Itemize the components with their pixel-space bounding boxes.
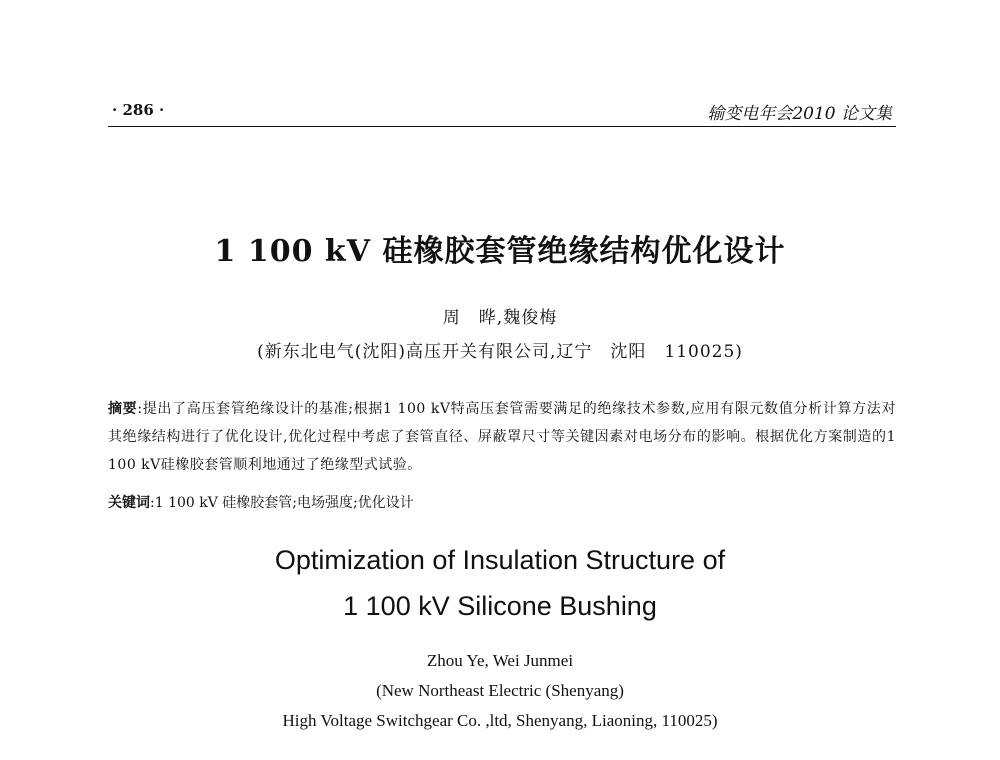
paper-title-en-line2: 1 100 kV Silicone Bushing [343,591,657,621]
journal-title: 输变电年会2010 论文集 [707,104,892,124]
keywords-cn [108,489,414,517]
header-rule [108,126,896,127]
abstract-label: 摘要 [108,401,138,417]
authors-cn: 周 晔,魏俊梅 [442,308,558,328]
abstract-cn [108,395,896,479]
authors-en: Zhou Ye, Wei Junmei [426,651,574,670]
paper-title-en [0,537,1000,629]
page-number: · 286 · [112,101,165,119]
paper-title-en-line1: Optimization of Insulation Structure of [274,545,726,575]
keywords-text: :1 100 kV 硅橡胶套管;电场强度;优化设计 [150,495,414,511]
abstract-text: :提出了高压套管绝缘设计的基准;根据1 100 kV特高压套管需要满足的绝缘技术参数,应用有限元数值分析计算方法对其绝缘结构进行了优化设计,优化过程中考虑了套管直径、屏蔽罩尺寸等关键因素对电场分布的影响。根据优化方案制造的1 100 kV硅橡胶套管顺利地通过了绝缘型式试验。 [108,401,896,473]
paper-title-cn: 1 100 kV 硅橡胶套管绝缘结构优化设计 [214,234,786,269]
keywords-label: 关键词 [108,495,150,511]
affiliation-en-line2: High Voltage Switchgear Co. ,ltd, Shenyang, Liaoning, 110025) [282,711,718,730]
affiliation-cn: (新东北电气(沈阳)高压开关有限公司,辽宁 沈阳 110025) [257,342,743,362]
affiliation-en-line1: (New Northeast Electric (Shenyang) [376,681,624,700]
